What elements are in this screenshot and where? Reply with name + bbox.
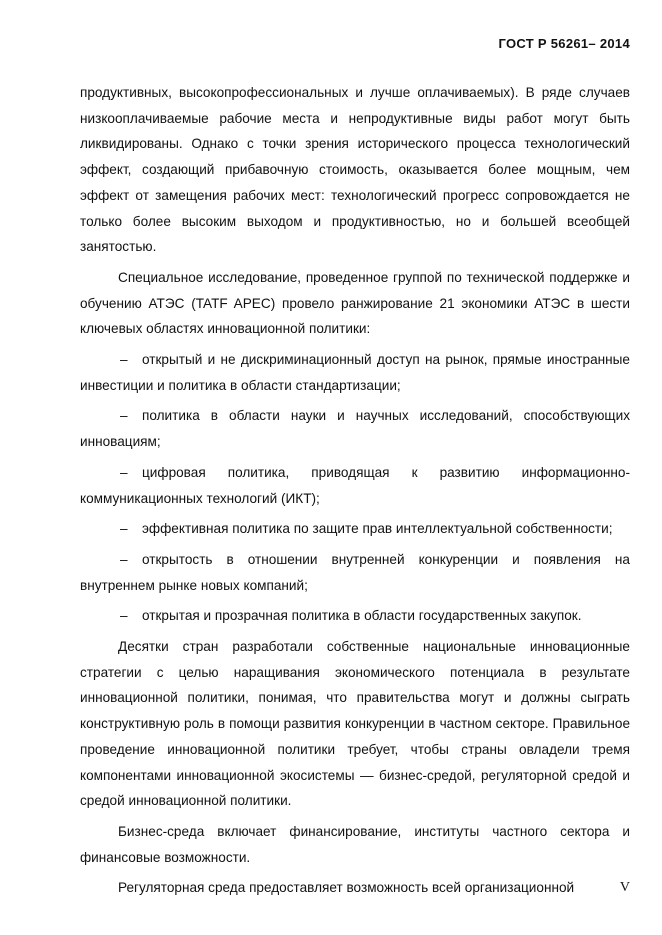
page-number: V xyxy=(619,880,630,895)
list-item-text: политика в области науки и научных исследований, способствующих инновациям; xyxy=(80,408,630,450)
list-item-text: открытый и не дискриминационный доступ на рынок, прямые иностранные инвестиции и политика в области стандартизации; xyxy=(80,352,630,393)
document-header: ГОСТ Р 56261– 2014 xyxy=(498,36,630,51)
list-item xyxy=(80,547,630,598)
list-item xyxy=(80,403,630,454)
dash-marker: – xyxy=(120,608,128,624)
dash-marker: – xyxy=(120,521,128,537)
dash-marker: – xyxy=(120,551,128,567)
paragraph: продуктивных, высокопрофессиональных и лучше оплачиваемых). В ряде случаев низкооплачиваемые рабочие места и непродуктивные виды работ могут быть ликвидированы. Однако с точки зрения исторического процесса технологический эффект, создающий прибавочную стоимость, оказывается более мощным, чем эффект от замещения рабочих мест: технологический прогресс сопровождается не только более высоким выходом и продуктивностью, но и большей всеобщей занятостью. xyxy=(80,85,630,255)
list-item xyxy=(80,516,630,542)
list-item xyxy=(80,347,630,398)
paragraph: Специальное исследование, проведенное группой по технической поддержке и обучению АТЭС (TATF APEC) провело ранжирование 21 экономики АТЭС в шести ключевых областях инновационной политики: xyxy=(80,269,630,337)
list-item-text: эффективная политика по защите прав интеллектуальной собственности; xyxy=(142,521,613,537)
list-item-text: открытая и прозрачная политика в области государственных закупок. xyxy=(142,608,582,624)
paragraph: Регуляторная среда предоставляет возможность всей организационной xyxy=(118,880,575,896)
list-item-text: открытость в отношении внутренней конкуренции и появления на внутреннем рынке новых компаний; xyxy=(80,551,630,593)
list-item xyxy=(80,460,630,511)
paragraph: Бизнес-среда включает финансирование, институты частного сектора и финансовые возможности. xyxy=(80,823,630,865)
document-body xyxy=(80,80,630,901)
list-item-text: цифровая политика, приводящая к развитию информационно-коммуникационных технологий (ИКТ); xyxy=(80,464,630,506)
dash-marker: – xyxy=(120,464,128,480)
dash-marker: – xyxy=(120,408,128,424)
paragraph: Десятки стран разработали собственные национальные инновационные стратегии с целью наращивания экономического потенциала в результате инновационной политики, понимая, что правительства могут и должны сыграть конструктивную роль в помощи развития конкуренции в частном секторе. Правильное проведение инновационной политики требует, чтобы страны овладели тремя компонентами инновационной экосистемы — бизнес-средой, регуляторной средой и средой инновационной политики. xyxy=(80,639,630,809)
dash-marker: – xyxy=(120,352,128,368)
list-item xyxy=(80,603,630,629)
